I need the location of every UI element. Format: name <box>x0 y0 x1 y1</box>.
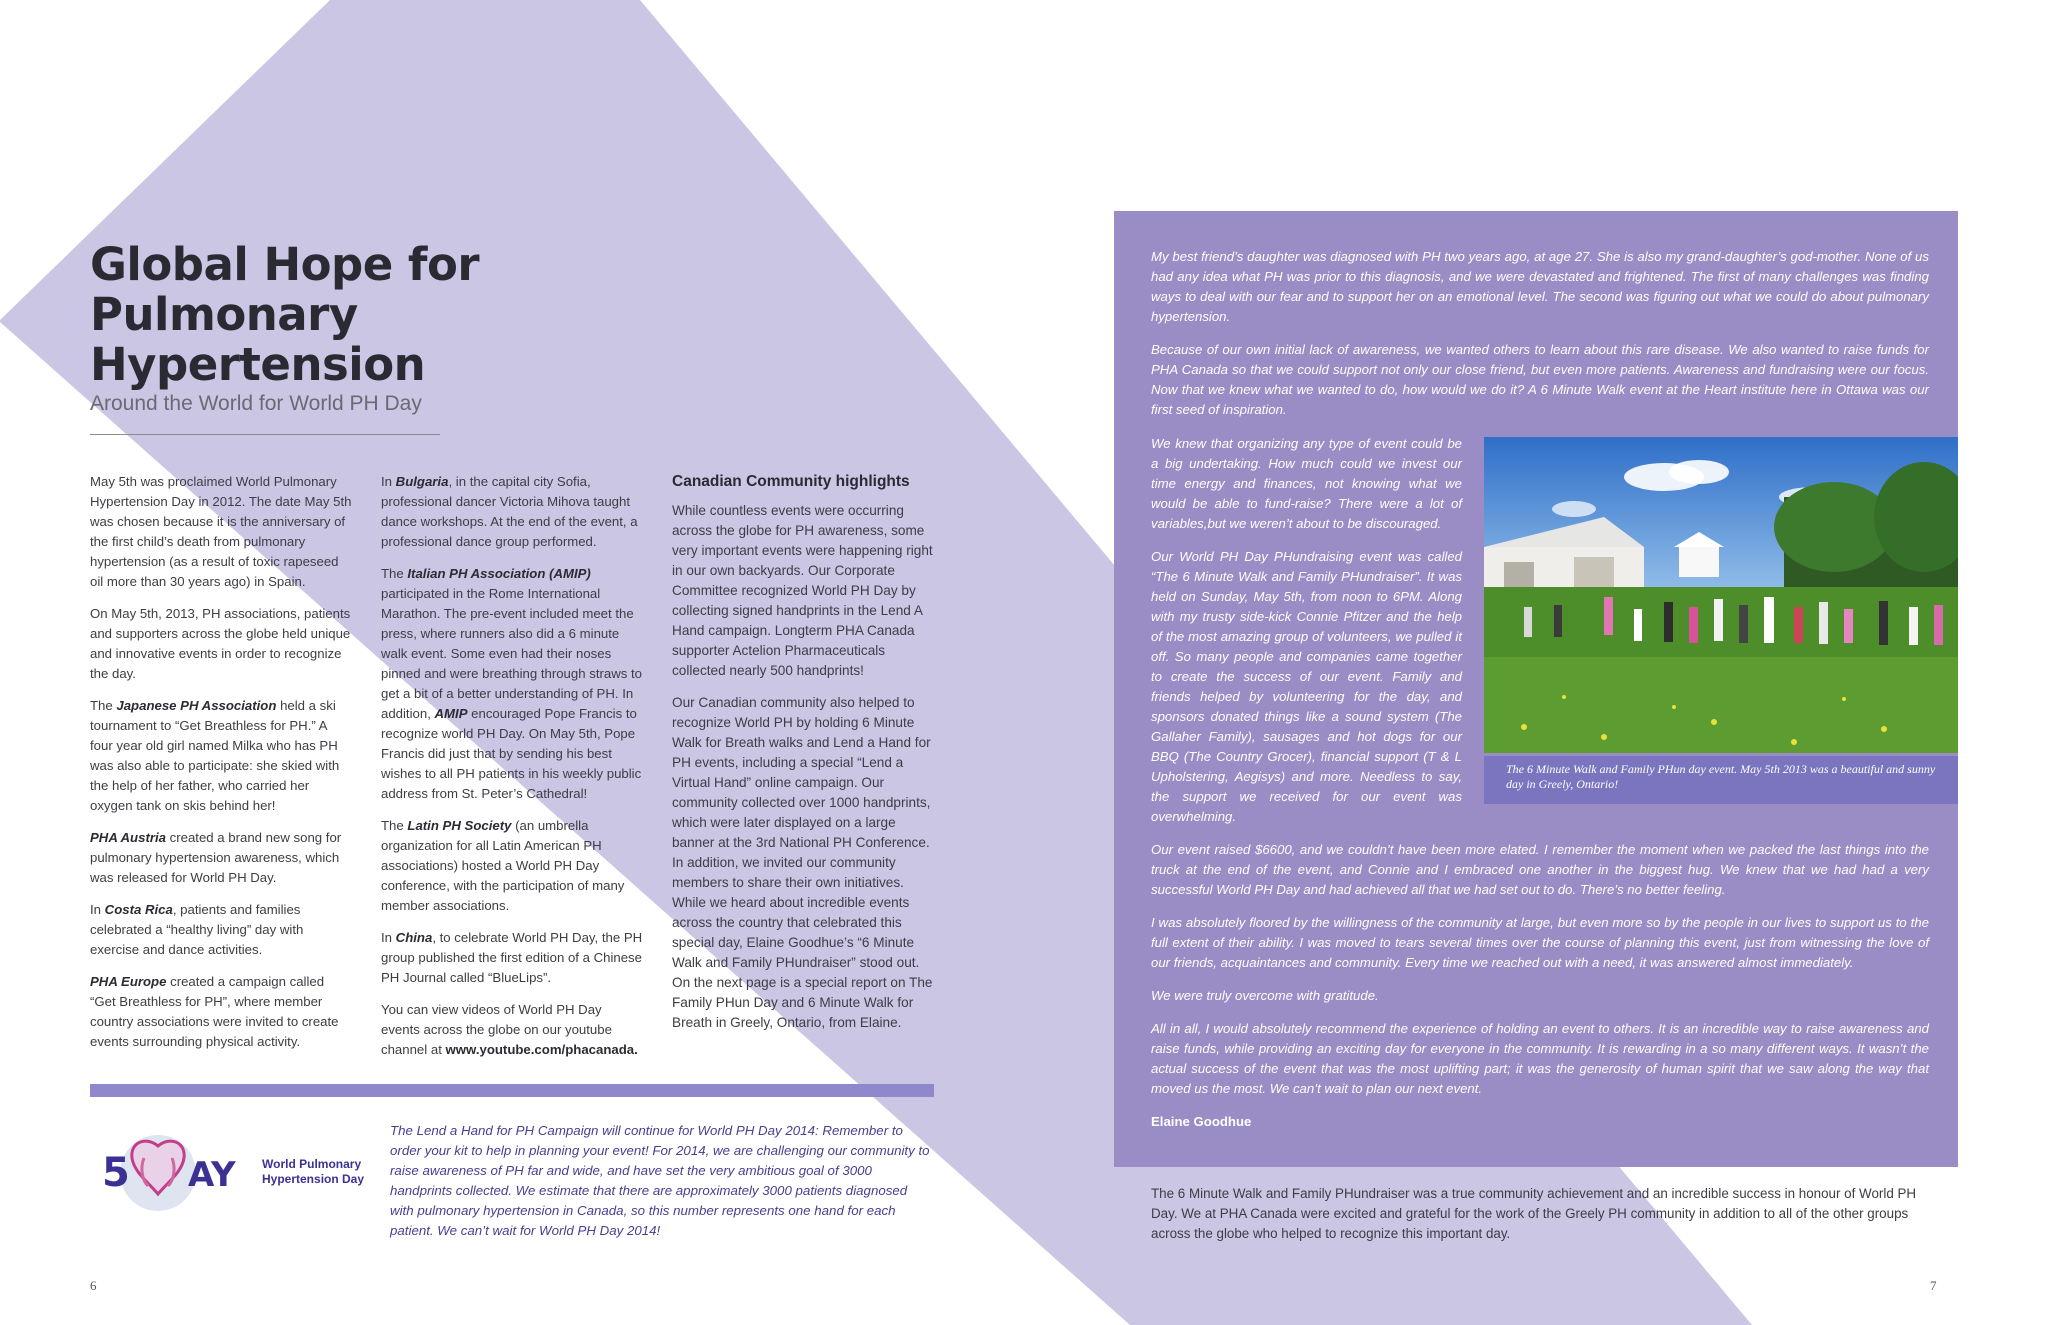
logo-number: 5 <box>102 1150 130 1196</box>
place-name: Bulgaria <box>395 474 449 489</box>
title-line-2: Pulmonary Hypertension <box>90 288 426 391</box>
org-name: Latin PH Society <box>407 818 512 833</box>
paragraph: My best friend’s daughter was diagnosed with PH two years ago, at age 27. She is also my grand-daughter’s god-mother. None of us had any idea what PH was prior to this diagnosis, and we were devastated and frightened. The first of many challenges was finding ways to deal with our fear and to support her on an emotional level. The second was figuring out what we could do about pulmonary hypertension. <box>1151 249 1929 324</box>
section-heading: Canadian Community highlights <box>672 473 910 490</box>
paragraph: The Italian PH Association (AMIP) participated in the Rome International Marathon. The pre-event included meet the press, where runners also did a 6 minute walk event. Some even had their noses pinned and were breathing through straws to get a bit of a better understanding of PH. In addition, AMIP encouraged Pope Francis to recognize world PH Day. On May 5th, Pope Francis did just that by sending his best wishes to all PH patients in his weekly public address from St. Peter’s Cathedral! <box>381 566 642 801</box>
paragraph: Because of our own initial lack of awareness, we wanted others to learn about this rare disease. We also wanted to raise funds for PHA Canada so that we could support not only our close friend, but even more patients. Awareness and fundraising were our focus. Now that we knew what we wanted to do, how would we do it? A 6 Minute Walk event at the Heart institute here in Ottawa was our first seed of inspiration. <box>1151 342 1929 417</box>
lend-a-hand-note: The Lend a Hand for PH Campaign will continue for World PH Day 2014: Remember to order your kit to help in planning your event! For 2014, we are challenging our community to raise awareness of PH far and wide, and have set the very ambitious goal of 3000 handprints collected. We estimate that there are approximately 3000 patients diagnosed with pulmonary hypertension in Canada, so this number represents one hand for each patient. We can’t wait for World PH Day 2014! <box>390 1123 930 1238</box>
paragraph: While countless events were occurring across the globe for PH awareness, some very important events were happening right in our own backyards. Our Corporate Committee recognized World PH Day by collecting signed handprints in the Lend A Hand campaign. Longterm PHA Canada supporter Actelion Pharmaceuticals collected nearly 500 handprints! <box>672 503 933 678</box>
paragraph: Our Canadian community also helped to recognize World PH by holding 6 Minute Walk for Breath walks and Lend a Hand for PH events, including a special “Lend a Virtual Hand” online campaign. Our community collected over 1000 handprints, which were later displayed on a large banner at the 3rd National PH Conference. In addition, we invited our community members to share their own initiatives. While we heard about incredible events across the country that celebrated this special day, Elaine Goodhue’s “6 Minute Walk and Family PHundraiser” stood out. On the next page is a special report on The Family PHun Day and 6 Minute Walk for Breath in Greely, Ontario, from Elaine. <box>672 695 933 1030</box>
paragraph: In China, to celebrate World PH Day, the PH group published the first edition of a Chinese PH Journal called “BlueLips”. <box>381 930 643 985</box>
photo-caption: The 6 Minute Walk and Family PHun day event. May 5th 2013 was a beautiful and sunny day in Greely, Ontario! <box>1484 756 1958 804</box>
right-page <box>1024 0 2048 1325</box>
article-subtitle: Around the World for World PH Day <box>90 392 440 435</box>
page-number-right: 7 <box>1930 1278 1937 1293</box>
title-line-1: Global Hope for <box>90 238 480 291</box>
paragraph: The Latin PH Society (an umbrella organization for all Latin American PH associations) hosted a World PH Day conference, with the participation of many member associations. <box>381 818 625 913</box>
org-name: Italian PH Association (AMIP) <box>407 566 591 581</box>
paragraph: The Japanese PH Association held a ski tournament to “Get Breathless for PH.” A four year old girl named Milka who has PH was also able to participate: she skied with the help of her father, who carried her oxygen tank on skis behind her! <box>90 698 340 813</box>
paragraph: We were truly overcome with gratitude. <box>1151 988 1379 1003</box>
paragraph: You can view videos of World PH Day events across the globe on our youtube channel at www.youtube.com/phacanada. <box>381 1002 638 1057</box>
logo-line-2: Hypertension Day <box>262 1172 365 1186</box>
paragraph: In Costa Rica, patients and families celebrated a “healthy living” day with exercise and dance activities. <box>90 902 304 957</box>
org-name: Japanese PH Association <box>116 698 277 713</box>
paragraph: On May 5th, 2013, PH associations, patients and supporters across the globe held unique and innovative events in order to recognize the day. <box>90 606 351 681</box>
paragraph: PHA Austria created a brand new song for pulmonary hypertension awareness, which was released for World PH Day. <box>90 830 342 885</box>
paragraph: May 5th was proclaimed World Pulmonary Hypertension Day in 2012. The date May 5th was chosen because it is the anniversary of the first child’s death from pulmonary hypertension (as a result of toxic rapeseed oil more than 30 years ago) in Spain. <box>90 474 352 589</box>
paragraph: All in all, I would absolutely recommend the experience of holding an event to others. It is an incredible way to raise awareness and raise funds, while providing an exciting day for everyone in the community. It is rewarding in a so many different ways. It wasn’t the actual success of the event that was the most uplifting part; it was the generosity of human spirit that we saw along the way that moved us the most. We can’t wait to plan our next event. <box>1151 1021 1929 1096</box>
author-signature: Elaine Goodhue <box>1151 1114 1252 1129</box>
youtube-link[interactable]: www.youtube.com/phacanada. <box>445 1042 638 1057</box>
org-name: AMIP <box>434 706 468 721</box>
org-name: PHA Europe <box>90 974 167 989</box>
place-name: China <box>395 930 433 945</box>
paragraph: In Bulgaria, in the capital city Sofia, professional dancer Victoria Mihova taught dance workshops. At the end of the event, a professional dance group performed. <box>381 474 638 549</box>
logo-line-1: World Pulmonary <box>262 1157 362 1171</box>
place-name: Costa Rica <box>104 902 173 917</box>
paragraph: We knew that organizing any type of event could be a big undertaking. How much could we invest our time energy and finances, not knowing what we would be able to fund-raise? There were a lot of variables,but we weren’t about to be discouraged. <box>1151 436 1462 531</box>
logo-day: AY <box>188 1155 236 1195</box>
paragraph: I was absolutely floored by the willingness of the community at large, but even more so by the people in our lives to support us to the full extent of their ability. I was moved to tears several times over the course of planning this event, just from witnessing the love of our friends, acquaintances and community. Every time we reached out with a need, it was answered almost immediately. <box>1151 915 1929 970</box>
paragraph: Our event raised $6600, and we couldn’t have been more elated. I remember the moment when we packed the last things into the truck at the end of the event, and Connie and I embraced one another in the biggest hug. We knew that we had had a very successful World PH Day and had achieved all that we had set out to do. There’s no better feeling. <box>1151 842 1929 897</box>
closing-note: The 6 Minute Walk and Family PHundraiser was a true community achievement and an incredible success in honour of World PH Day. We at PHA Canada were excited and grateful for the work of the Greely PH community in addition to all of the other groups across the globe who helped to recognize this important day. <box>1151 1186 1917 1241</box>
paragraph: PHA Europe created a campaign called “Get Breathless for PH”, where member country associations were invited to create events surrounding physical activity. <box>90 974 339 1049</box>
paragraph: Our World PH Day PHundraising event was called “The 6 Minute Walk and Family PHundraiser”. It was held on Sunday, May 5th, from noon to 6PM. Along with my trusty side-kick Connie Pfitzer and the help of the most amazing group of volunteers, we pulled it off. So many people and companies came together to create the success of our event. Family and friends helped by volunteering for the day, and sponsors donated things like a sound system (The Gallaher Family), sausages and hot dogs for our BBQ (The Country Grocer), financial support (T & L Upholstering, Aegisys) and more. Needless to say, the support we received for our event was overwhelming. <box>1151 549 1462 824</box>
org-name: PHA Austria <box>90 830 166 845</box>
page-number-left: 6 <box>90 1278 97 1293</box>
